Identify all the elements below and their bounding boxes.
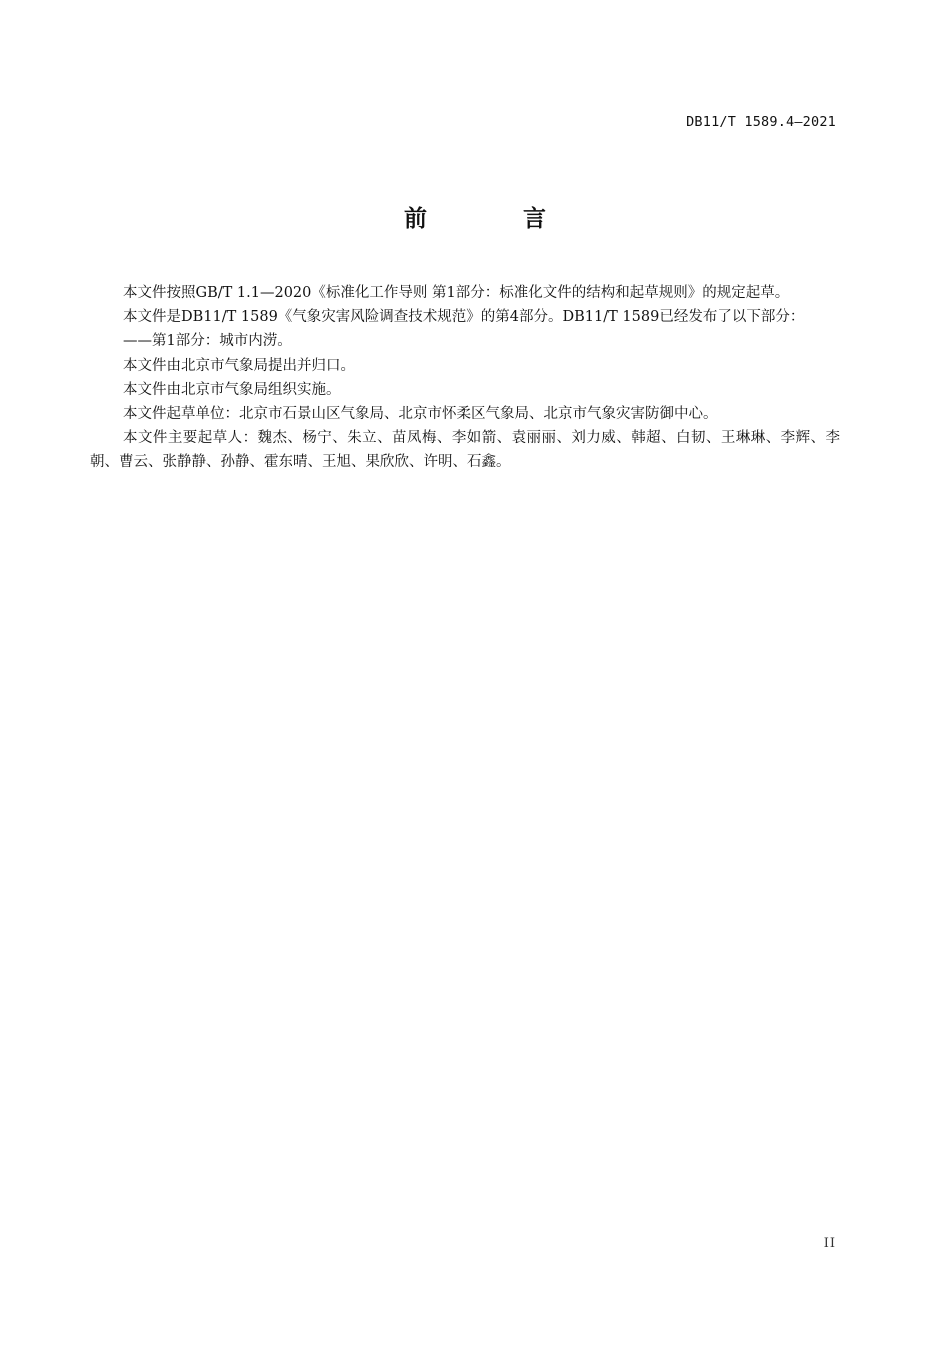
paragraph-drafters: 本文件主要起草人：魏杰、杨宁、朱立、苗凤梅、李如箭、袁丽丽、刘力威、韩超、白韧、王琳琳、李辉、李朝、曹云、张静静、孙静、霍东晴、王旭、果欣欣、许明、石鑫。 (90, 430, 840, 471)
paragraph-part-info: 本文件是DB11/T 1589《气象灾害风险调查技术规范》的第4部分。DB11/T 1589已经发布了以下部分： (123, 309, 805, 326)
paragraph-implementer: 本文件由北京市气象局组织实施。 (123, 381, 341, 398)
paragraph-drafting-units: 本文件起草单位：北京市石景山区气象局、北京市怀柔区气象局、北京市气象灾害防御中心。 (123, 406, 718, 423)
foreword-body (90, 281, 840, 475)
page-number: II (823, 1236, 836, 1251)
paragraph-proposer: 本文件由北京市气象局提出并归口。 (123, 357, 355, 374)
paragraph-published-part: ——第1部分：城市内涝。 (123, 333, 292, 350)
standard-number: DB11/T 1589.4—2021 (686, 114, 836, 130)
paragraph-drafting-basis: 本文件按照GB/T 1.1—2020《标准化工作导则 第1部分：标准化文件的结构和起草规则》的规定起草。 (123, 285, 790, 301)
page-title: 前 言 (403, 206, 590, 232)
